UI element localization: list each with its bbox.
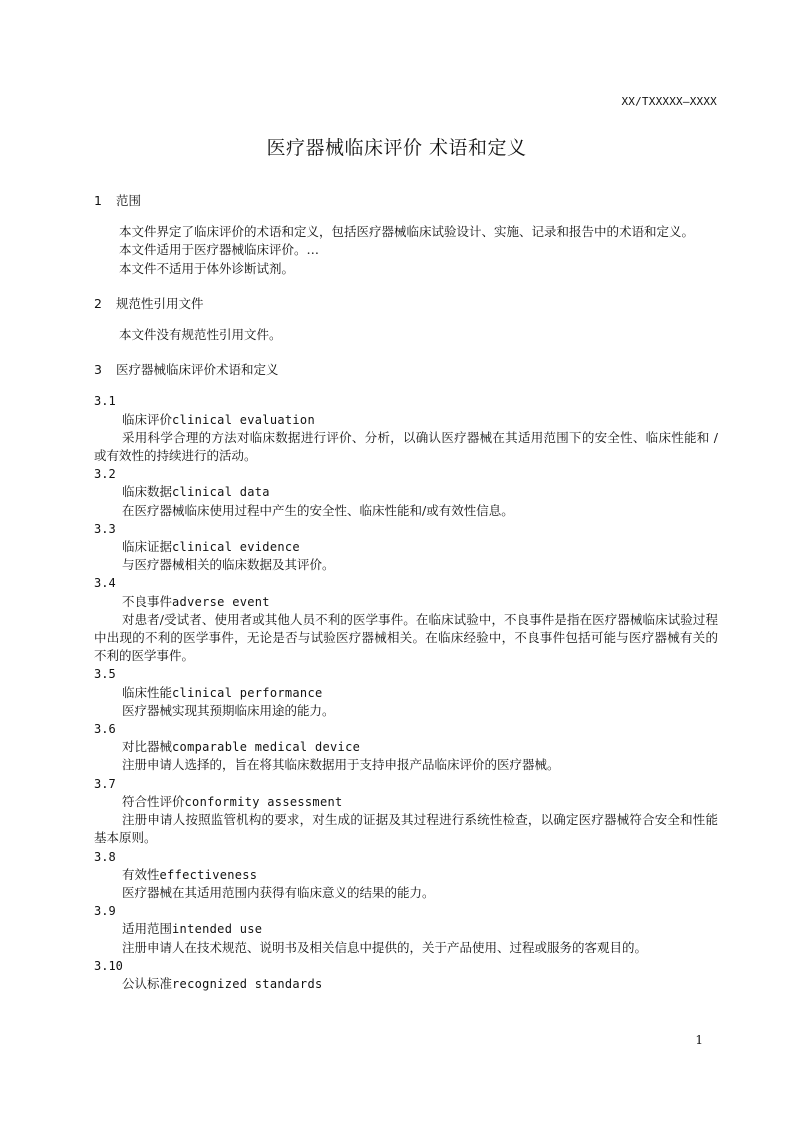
term-title	[94, 538, 718, 556]
terms-list	[94, 392, 718, 993]
term-definition: 在医疗器械临床使用过程中产生的安全性、临床性能和/或有效性信息。	[122, 502, 514, 518]
term-title	[94, 975, 718, 993]
scope-paragraph: 本文件界定了临床评价的术语和定义，包括医疗器械临床试验设计、实施、记录和报告中的术语和定义。	[119, 224, 695, 240]
term-title	[94, 684, 718, 702]
term-english: clinical performance	[172, 685, 323, 700]
term-definition: 与医疗器械相关的临床数据及其评价。	[122, 557, 335, 573]
term-english: clinical evaluation	[172, 412, 315, 427]
term-chinese: 公认标准	[122, 975, 173, 991]
term-number: 3.4	[94, 576, 116, 591]
term-chinese: 临床性能	[122, 684, 173, 700]
term-english: conformity assessment	[184, 794, 343, 809]
term-chinese: 对比器械	[122, 739, 173, 755]
term-chinese: 适用范围	[122, 921, 173, 937]
term-english: adverse event	[172, 594, 270, 609]
term-title	[94, 793, 718, 811]
term-chinese: 临床评价	[122, 411, 173, 427]
term-number: 3.1	[94, 394, 116, 409]
term-title	[94, 483, 718, 501]
term-english: recognized standards	[172, 976, 323, 991]
term-title	[94, 920, 718, 938]
term-english: comparable medical device	[172, 740, 361, 755]
section-heading-normative-references: 2 规范性引用文件	[94, 295, 204, 311]
normative-references-paragraph: 本文件没有规范性引用文件。	[119, 327, 282, 343]
term-definition: 医疗器械实现其预期临床用途的能力。	[122, 702, 335, 718]
term-definition: 注册申请人在技术规范、说明书及相关信息中提供的，关于产品使用、过程或服务的客观目的。	[122, 939, 648, 955]
document-code: XX/TXXXXX—XXXX	[621, 95, 717, 108]
term-chinese: 有效性	[122, 866, 160, 882]
section-heading-terms: 3 医疗器械临床评价术语和定义	[94, 362, 279, 378]
term-number: 3.9	[94, 904, 116, 919]
term-title	[94, 593, 718, 611]
term-english: clinical evidence	[172, 540, 300, 555]
term-definition: 采用科学合理的方法对临床数据进行评价、分析，以确认医疗器械在其适用范围下的安全性、临床性能和 / 或有效性的持续进行的活动。	[94, 429, 718, 464]
term-number: 3.8	[94, 849, 116, 864]
term-definition: 注册申请人按照监管机构的要求，对生成的证据及其过程进行系统性检查，以确定医疗器械符合安全和性能基本原则。	[94, 812, 718, 846]
term-number: 3.2	[94, 467, 116, 482]
term-english: effectiveness	[159, 867, 258, 882]
term-definition: 对患者/受试者、使用者或其他人员不利的医学事件。在临床试验中，不良事件是指在医疗器械临床试验过程中出现的不利的医学事件，无论是否与试验医疗器械相关。在临床经验中，不良事件包括可能与医疗器械有关的不利的医学事件。	[94, 611, 718, 664]
term-number: 3.10	[94, 958, 123, 973]
term-chinese: 符合性评价	[122, 793, 185, 809]
page-number: 1	[695, 1033, 703, 1047]
scope-paragraph: 本文件适用于医疗器械临床评价。…	[119, 242, 320, 258]
term-english: intended use	[172, 922, 263, 937]
term-number: 3.7	[94, 776, 116, 791]
term-title	[94, 738, 718, 756]
term-definition: 医疗器械在其适用范围内获得有临床意义的结果的能力。	[122, 884, 435, 900]
term-definition: 注册申请人选择的，旨在将其临床数据用于支持申报产品临床评价的医疗器械。	[122, 757, 560, 773]
term-chinese: 临床证据	[122, 539, 173, 555]
document-body	[94, 192, 718, 993]
scope-paragraph: 本文件不适用于体外诊断试剂。	[119, 260, 295, 276]
page-title: 医疗器械临床评价 术语和定义	[266, 137, 527, 159]
term-english: clinical data	[172, 485, 270, 500]
section-heading-scope: 1 范围	[94, 193, 142, 208]
term-chinese: 不良事件	[122, 593, 173, 609]
term-number: 3.6	[94, 722, 116, 737]
term-chinese: 临床数据	[122, 484, 173, 500]
term-title	[94, 411, 718, 429]
term-title	[94, 866, 718, 884]
term-number: 3.5	[94, 667, 116, 682]
term-number: 3.3	[94, 521, 116, 536]
